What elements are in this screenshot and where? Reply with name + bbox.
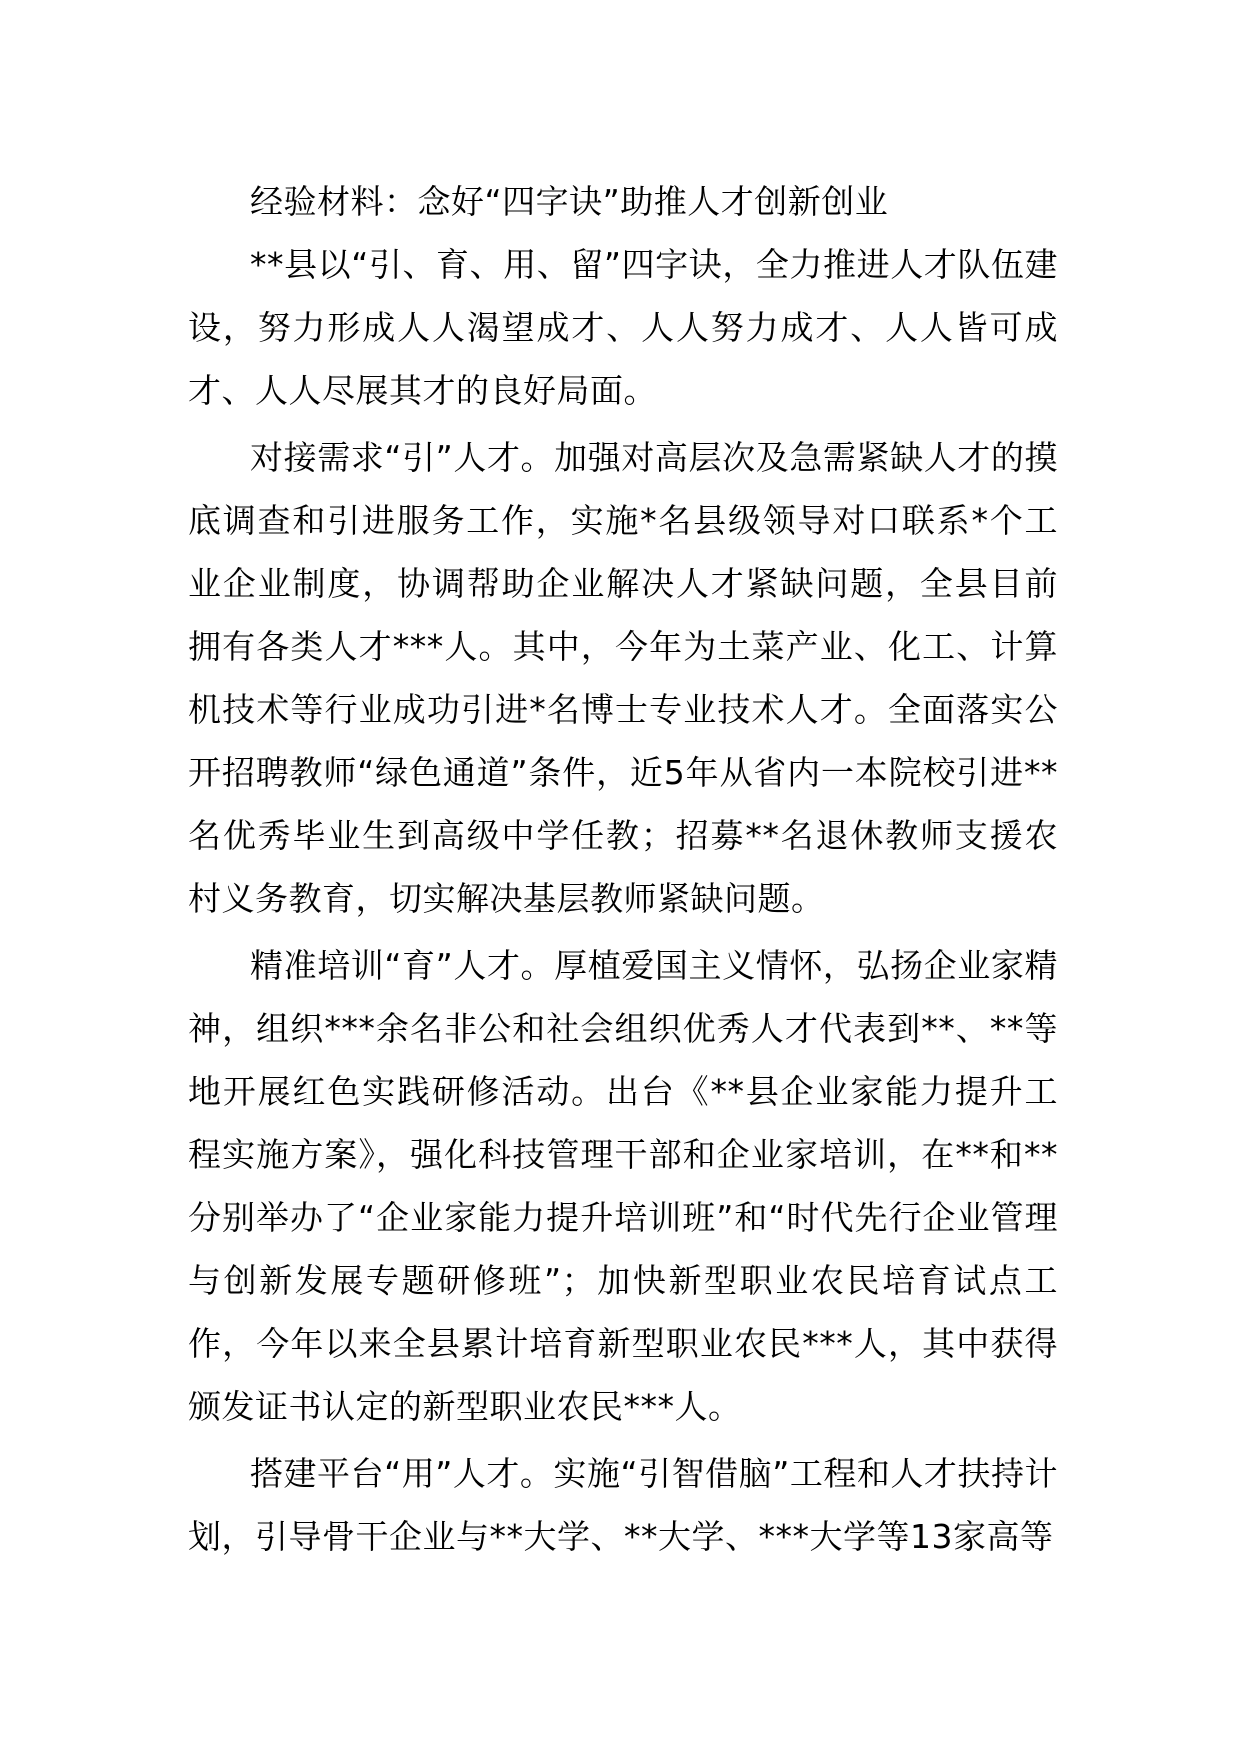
paragraph-intro: **县以“引、育、用、留”四字诀，全力推进人才队伍建设，努力形成人人渴望成才、人人努力成才、人人皆可成才、人人尽展其才的良好局面。	[188, 245, 1058, 410]
document-title: 经验材料：念好“四字诀”助推人才创新创业	[250, 182, 889, 221]
paragraph-train-talent: 精准培训“育”人才。厚植爱国主义情怀，弘扬企业家精神，组织***余名非公和社会组织优秀人才代表到**、**等地开展红色实践研修活动。出台《**县企业家能力提升工程实施方案》，强化科技管理干部和企业家培训，在**和**分别举办了“企业家能力提升培训班”和“时代先行企业管理与创新发展专题研修班”；加快新型职业农民培育试点工作，今年以来全县累计培育新型职业农民***人，其中获得颁发证书认定的新型职业农民***人。	[188, 946, 1058, 1426]
paragraph-use-talent: 搭建平台“用”人才。实施“引智借脑”工程和人才扶持计划，引导骨干企业与**大学、**大学、***大学等13家高等	[188, 1454, 1058, 1556]
document-page	[188, 170, 1058, 1572]
paragraph-attract-talent: 对接需求“引”人才。加强对高层次及急需紧缺人才的摸底调查和引进服务工作，实施*名县级领导对口联系*个工业企业制度，协调帮助企业解决人才紧缺问题，全县目前拥有各类人才***人。其中，今年为土菜产业、化工、计算机技术等行业成功引进*名博士专业技术人才。全面落实公开招聘教师“绿色通道”条件，近5年从省内一本院校引进**名优秀毕业生到高级中学任教；招募**名退休教师支援农村义务教育，切实解决基层教师紧缺问题。	[188, 438, 1058, 918]
